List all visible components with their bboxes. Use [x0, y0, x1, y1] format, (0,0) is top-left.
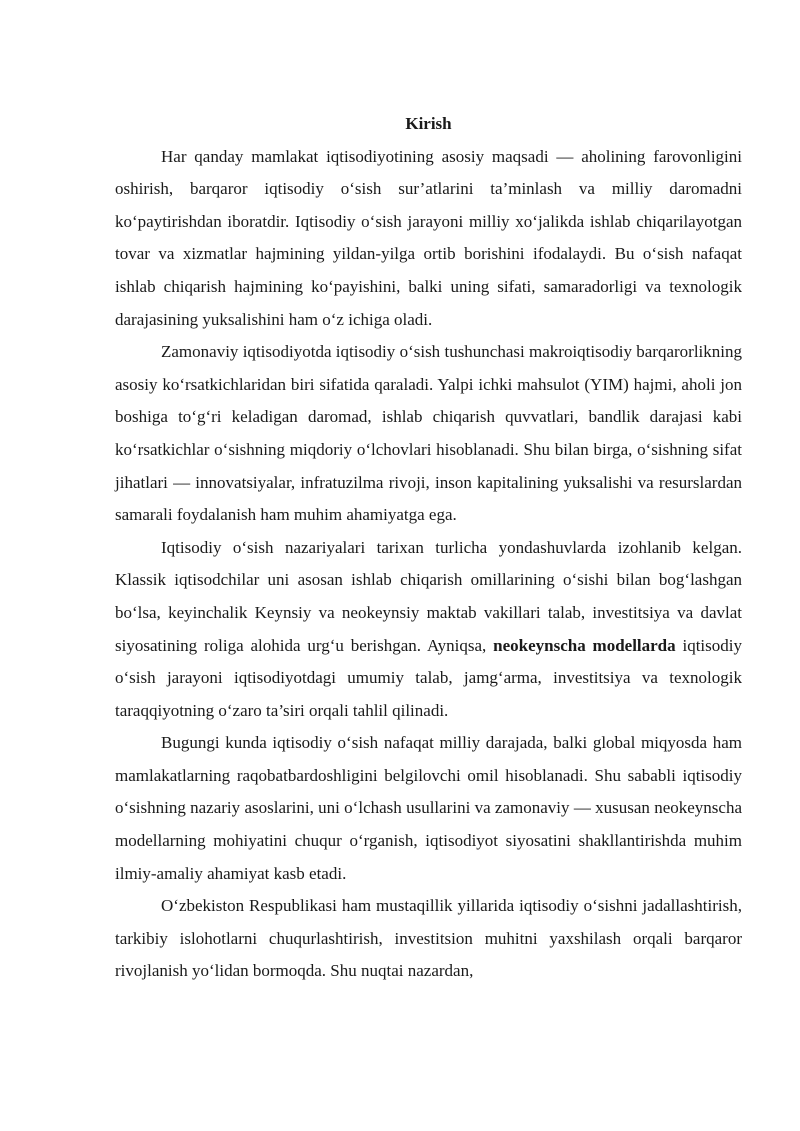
paragraph-text: Zamonaviy iqtisodiyotda iqtisodiy o‘sish tushunchasi makroiqtisodiy barqarorlikning asosiy ko‘rsatkichlaridan biri sifatida qaraladi. Yalpi ichki mahsulot (YIM) hajmi, aholi jon boshiga to‘g‘ri keladigan daromad, ishlab chiqarish quvvatlari, bandlik darajasi kabi ko‘rsatkichlar o‘sishning miqdoriy o‘lchovlari hisoblanadi. Shu bilan birga, o‘sishning sifat jihatlari — innovatsiyalar, infratuzilma rivoji, inson kapitalining yuksalishi va resurslardan samarali foydalanish ham muhim ahamiyatga ega.: [115, 342, 742, 525]
paragraph: [115, 532, 742, 728]
paragraph-text: Har qanday mamlakat iqtisodiyotining asosiy maqsadi — aholining farovonligini oshirish, barqaror iqtisodiy o‘sish sur’atlarini ta’minlash va milliy daromadni ko‘paytirishdan iboratdir. Iqtisodiy o‘sish jarayoni milliy xo‘jalikda ishlab chiqarilayotgan tovar va xizmatlar hajmining yildan-yilga ortib borishini ifodalaydi. Bu o‘sish nafaqat ishlab chiqarish hajmining ko‘payishini, balki uning sifati, samaradorligi va texnologik darajasining yuksalishini ham o‘z ichiga oladi.: [115, 146, 742, 329]
bold-term: neokeynscha modellarda: [493, 635, 676, 655]
paragraph: [115, 727, 742, 890]
paragraph: [115, 141, 742, 337]
document-page: [115, 108, 742, 988]
paragraph: [115, 890, 742, 988]
paragraph-text: O‘zbekiston Respublikasi ham mustaqillik yillarida iqtisodiy o‘sishni jadallashtirish, tarkibiy islohotlarni chuqurlashtirish, investitsion muhitni yaxshilash orqali barqaror rivojlanish yo‘lidan bormoqda. Shu nuqtai nazardan,: [115, 896, 742, 981]
document-title: Kirish: [405, 114, 452, 133]
paragraph: [115, 336, 742, 532]
paragraph-text: Bugungi kunda iqtisodiy o‘sish nafaqat milliy darajada, balki global miqyosda ham mamlakatlarning raqobatbardoshligini belgilovchi omil hisoblanadi. Shu sababli iqtisodiy o‘sishning nazariy asoslarini, uni o‘lchash usullarini va zamonaviy — xususan neokeynscha modellarning mohiyatini chuqur o‘rganish, iqtisodiyot siyosatini shakllantirishda muhim ilmiy-amaliy ahamiyat kasb etadi.: [115, 733, 742, 883]
paragraph-text: Iqtisodiy o‘sish nazariyalari tarixan turlicha yondashuvlarda izohlanib kelgan. Klassik iqtisodchilar uni asosan ishlab chiqarish omillarining o‘sishi bilan bog‘lashgan bo‘lsa, keyinchalik Keynsiy va neokeynsiy maktab vakillari talab, investitsiya va davlat siyosatining roliga alohida urg‘u berishgan. Ayniqsa,: [115, 537, 742, 655]
paragraph-text: iqtisodiy o‘sish jarayoni iqtisodiyotdagi umumiy talab, jamg‘arma, investitsiya va texnologik taraqqiyotning o‘zaro ta’siri orqali tahlil qilinadi.: [115, 635, 742, 720]
